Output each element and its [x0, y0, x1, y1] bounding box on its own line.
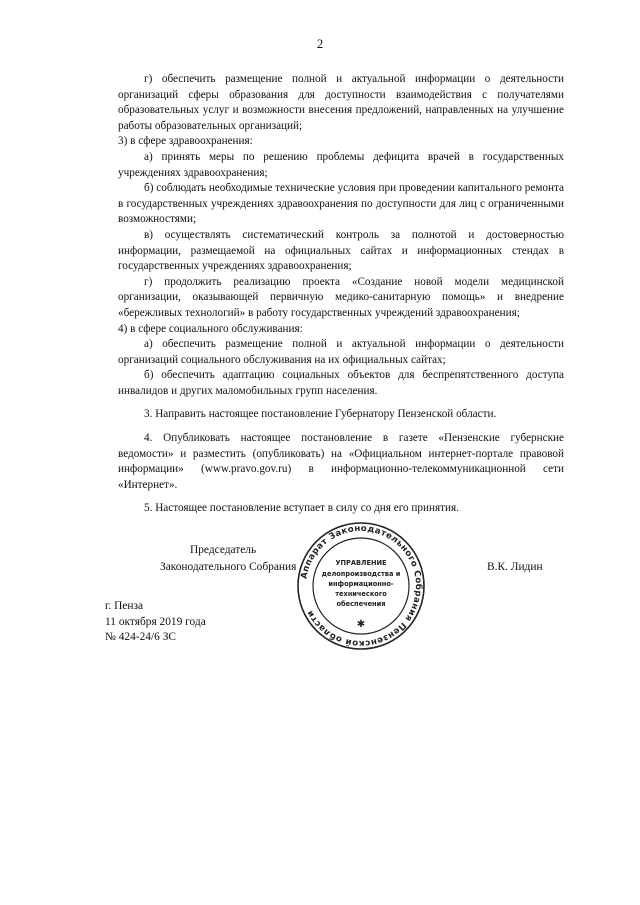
- paragraph: 5. Настоящее постановление вступает в силу со дня его принятия.: [144, 502, 459, 515]
- paragraph: 4. Опубликовать настоящее постановление в газете «Пензенские губернские ведомости» и разместить (опубликовать) на «Официальном интернет-портале правовой информации» (www.pravo.gov.ru) в информационно-телекоммуникационной сети «Интернет».: [118, 432, 564, 491]
- signatory-org: Законодательного Собрания: [160, 561, 297, 573]
- seal-star-icon: ✱: [356, 619, 366, 630]
- document-number: № 424-24/6 ЗС: [105, 631, 176, 643]
- seal-line: делопроизводства и: [321, 570, 401, 578]
- place-date-block: [105, 599, 206, 646]
- seal-line: технического: [335, 590, 387, 598]
- signatory-title: Председатель: [190, 544, 257, 556]
- paragraph: 3) в сфере здравоохранения:: [118, 135, 253, 148]
- paragraph: а) обеспечить размещение полной и актуальной информации о деятельности организаций социального обслуживания на их официальных сайтах;: [118, 338, 564, 366]
- city: г. Пенза: [105, 600, 144, 612]
- seal-line: информационно-: [328, 580, 394, 588]
- seal-outer-text: Аппарат Законодательного Собрания Пензенской области: [299, 523, 424, 649]
- paragraph: а) принять меры по решению проблемы дефицита врачей в государственных учреждениях здравоохранения;: [118, 150, 564, 179]
- page-number: 2: [316, 36, 324, 51]
- paragraph: 3. Направить настоящее постановление Губернатору Пензенской области.: [144, 408, 497, 421]
- paragraph: в) осуществлять систематический контроль за полнотой и достоверностью информации, размещаемой на официальных сайтах и информационных стендах в государственных учреждениях здравоохранения;: [118, 228, 564, 273]
- seal-line: обеспечения: [336, 600, 386, 608]
- official-seal-stamp: [296, 521, 426, 651]
- date: 11 октября 2019 года: [105, 615, 206, 628]
- paragraph: б) соблюдать необходимые технические условия при проведении капитального ремонта в государственных учреждениях здравоохранения по доступности для лиц с ограниченными возможностями;: [118, 182, 564, 226]
- paragraph: б) обеспечить адаптацию социальных объектов для беспрепятственного доступа инвалидов и других маломобильных групп населения.: [118, 369, 564, 397]
- seal-line: УПРАВЛЕНИЕ: [335, 559, 387, 567]
- paragraph: г) продолжить реализацию проекта «Создание новой модели медицинской организации, оказывающей первичную медико-санитарную помощь» и внедрение «бережливых технологий» в работу государственных учреждений здравоохранения;: [118, 275, 564, 319]
- paragraph: 4) в сфере социального обслуживания:: [118, 322, 303, 335]
- paragraph: г) обеспечить размещение полной и актуальной информации о деятельности организаций сферы образования для доступности взаимодействия с получателями образовательных услуг и возможности внесения предложений, направленных на улучшение работы образовательных организаций;: [118, 73, 564, 132]
- signatory-name: В.К. Лидин: [487, 561, 543, 573]
- document-body: [118, 72, 564, 517]
